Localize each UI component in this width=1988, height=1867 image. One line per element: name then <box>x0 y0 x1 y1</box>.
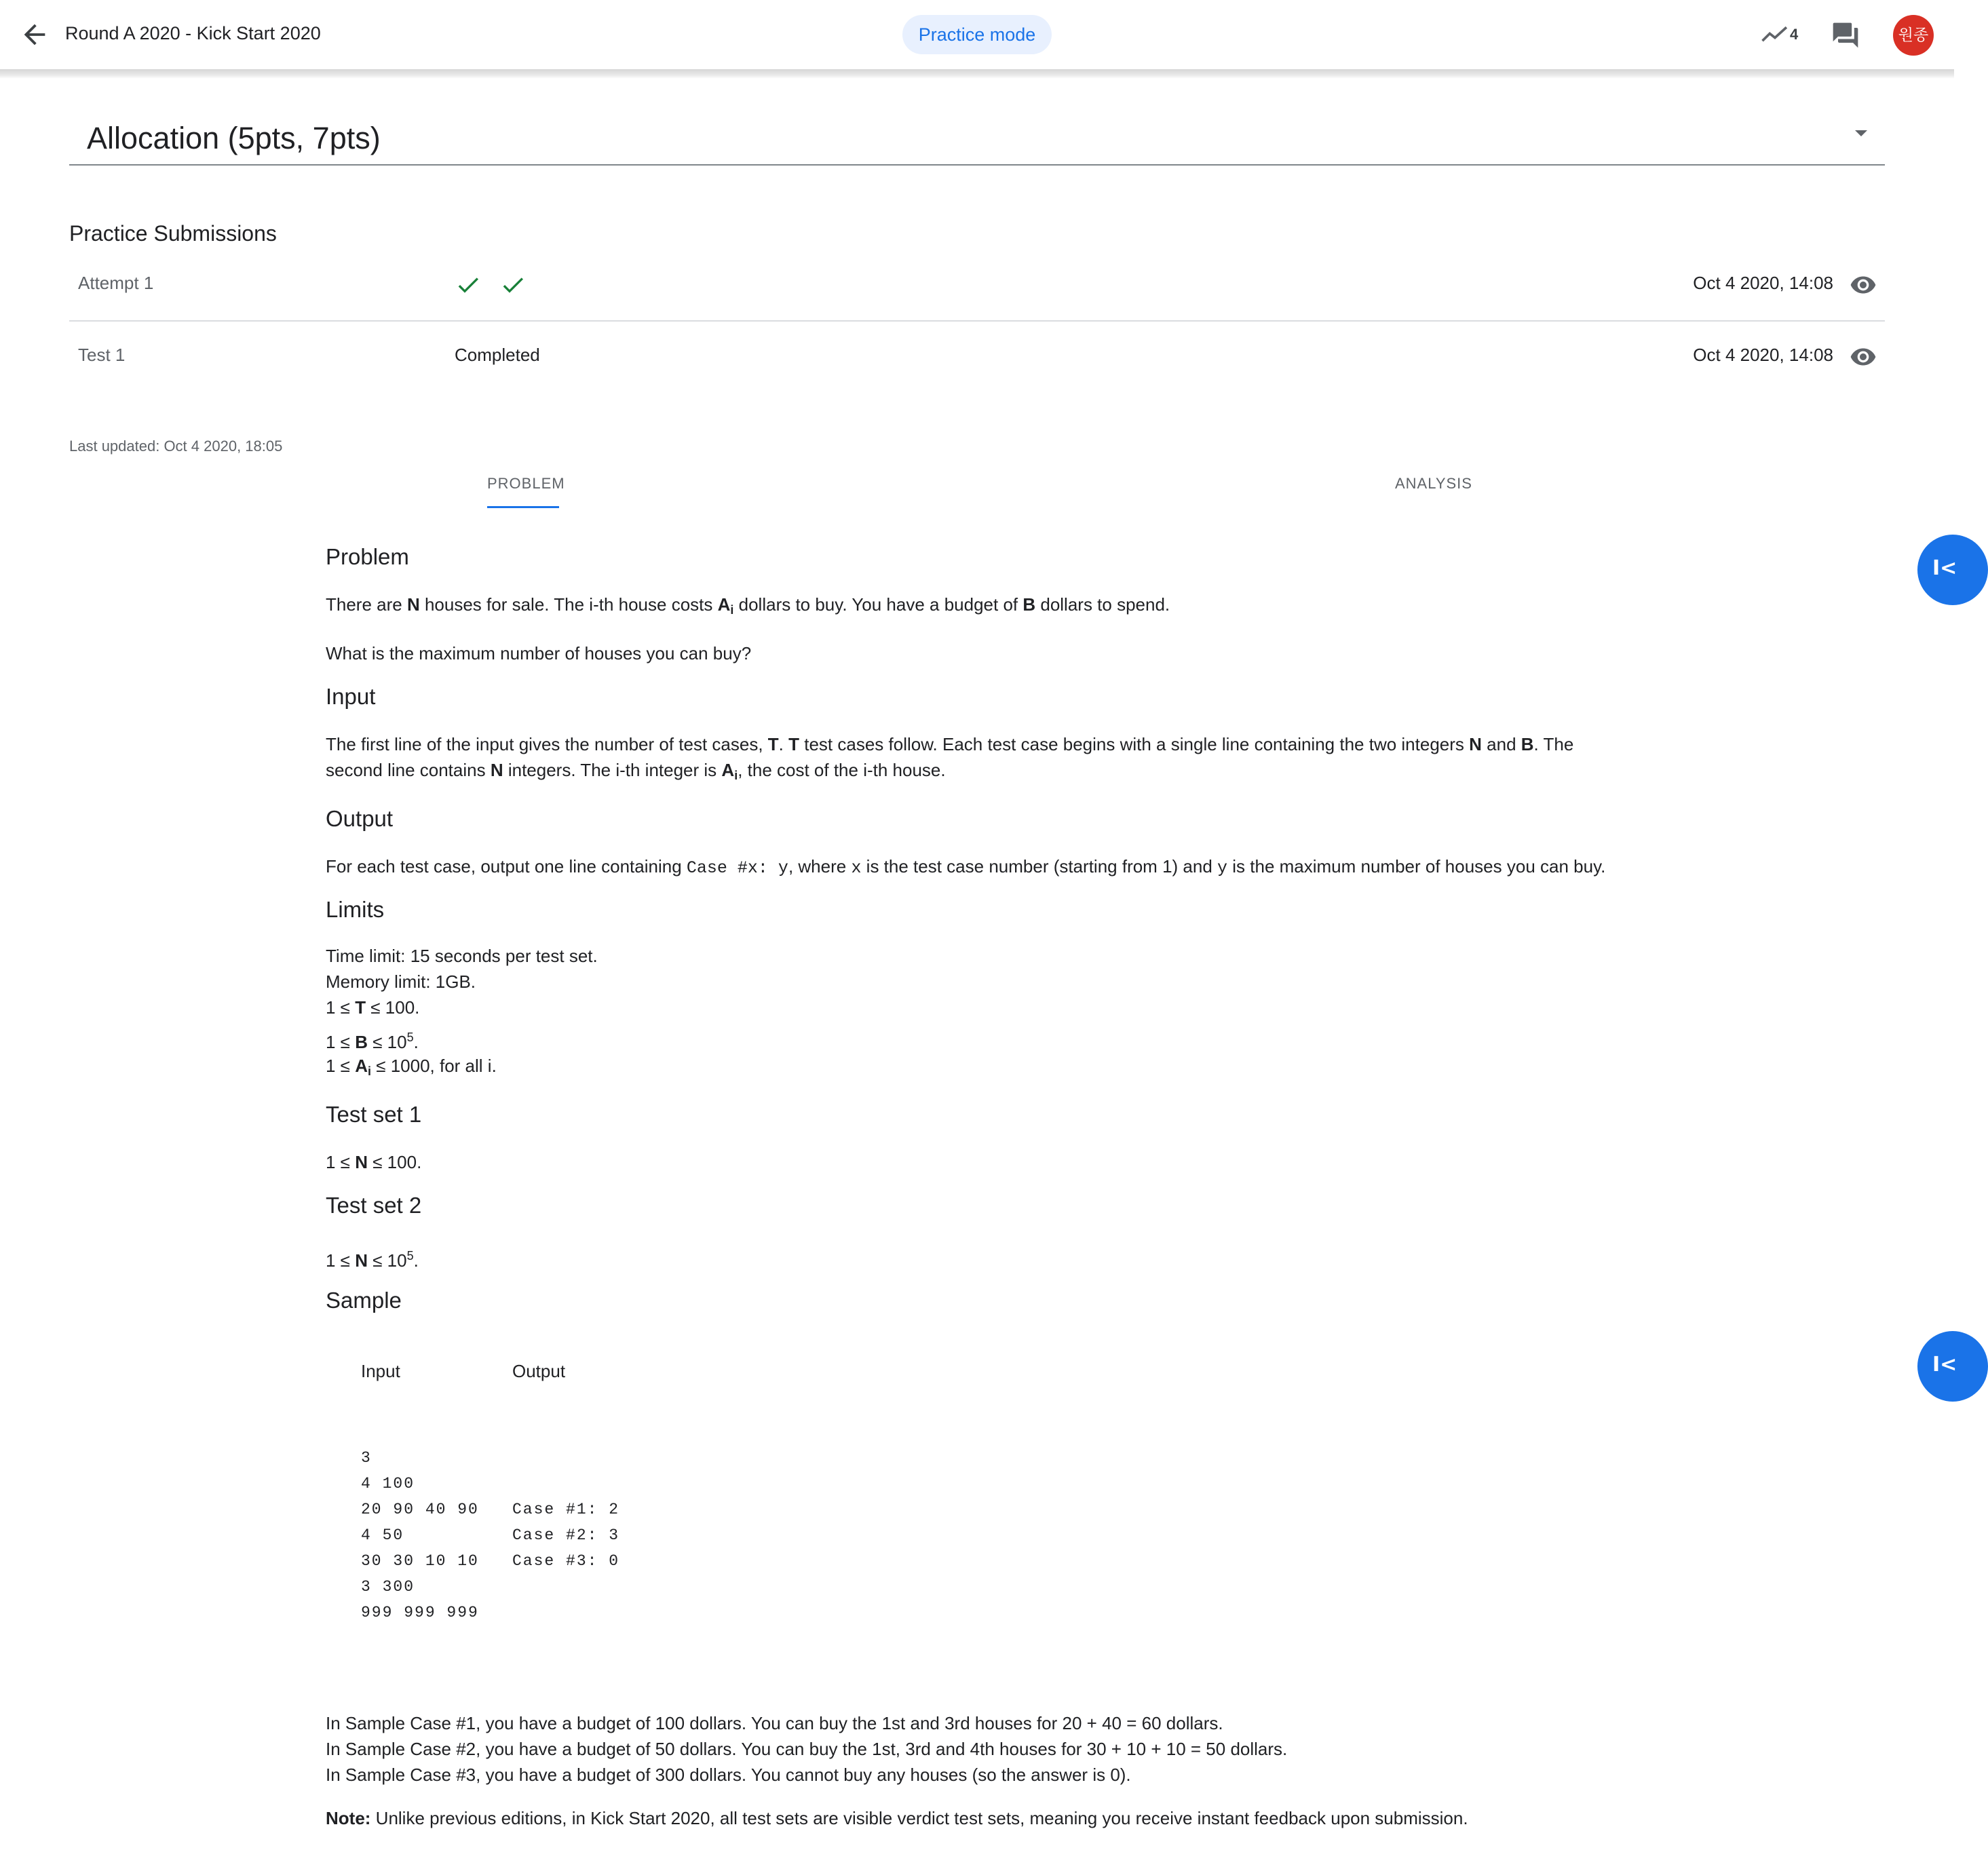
submission-row <box>69 250 1885 322</box>
limit-t: 1 ≤ T ≤ 100. <box>326 997 420 1018</box>
problem-select-value: Allocation (5pts, 7pts) <box>87 121 381 155</box>
output-description: For each test case, output one line containing Case #x: y, where x is the test case number (starting from 1) and y is the maximum number of houses you can buy. <box>326 856 1606 878</box>
verdicts <box>455 271 527 299</box>
sample-heading: Sample <box>326 1288 402 1313</box>
sample-explanation-2: In Sample Case #2, you have a budget of 50 dollars. You can buy the 1st, 3rd and 4th houses for 30 + 10 + 10 = 50 dollars. <box>326 1739 1288 1759</box>
submission-status: Completed <box>455 345 540 365</box>
collapse-panel-button[interactable] <box>1917 1331 1988 1402</box>
submission-time: Oct 4 2020, 14:08 <box>1693 345 1833 365</box>
trending-icon <box>1761 24 1789 45</box>
submissions-heading: Practice Submissions <box>69 221 277 246</box>
testset1-heading: Test set 1 <box>326 1102 422 1127</box>
submission-time: Oct 4 2020, 14:08 <box>1693 273 1833 293</box>
tab-analysis[interactable]: ANALYSIS <box>1395 475 1472 492</box>
testset1-limit: 1 ≤ N ≤ 100. <box>326 1152 422 1172</box>
problem-question: What is the maximum number of houses you can buy? <box>326 643 752 663</box>
scoreboard-count: 4 <box>1790 26 1799 43</box>
input-description-line2: second line contains N integers. The i-th integer is $A_i$, the cost of the i-th house. <box>326 760 946 782</box>
sample-explanation-1: In Sample Case #1, you have a budget of 100 dollars. You can buy the 1st and 3rd houses for 20 + 40 = 60 dollars. <box>326 1713 1223 1733</box>
limit-a: $1 \le A_i \le 1000$, for all i. <box>326 1056 497 1078</box>
dropdown-caret-icon <box>1855 130 1867 136</box>
problem-select[interactable] <box>69 109 1885 166</box>
collapse-left-icon: I< <box>1932 1353 1957 1377</box>
note: Note: Unlike previous editions, in Kick Start 2020, all test sets are visible verdict test sets, meaning you receive instant feedback upon submission. <box>326 1808 1468 1828</box>
collapse-panel-button[interactable] <box>1917 535 1988 605</box>
avatar[interactable]: 원종 <box>1893 15 1934 56</box>
practice-mode-chip[interactable]: Practice mode <box>902 15 1052 54</box>
scoreboard-button[interactable] <box>1761 22 1798 47</box>
limit-b: $1 \le B \le 10^5$. <box>326 1031 419 1052</box>
input-description-line1: The first line of the input gives the number of test cases, T. T test cases follow. Each test case begins with a single line containing the two integers N and B. The <box>326 734 1574 754</box>
view-eye-icon[interactable] <box>1850 271 1877 299</box>
limit-time: Time limit: 15 seconds per test set. <box>326 946 598 966</box>
problem-heading: Problem <box>326 544 409 569</box>
output-heading: Output <box>326 806 394 831</box>
top-bar-shadow <box>0 69 1954 79</box>
last-updated: Last updated: Oct 4 2020, 18:05 <box>69 438 283 455</box>
check-icon <box>455 271 482 299</box>
testset2-limit: $1 \le N \le 10^5$. <box>326 1249 419 1271</box>
back-arrow-icon[interactable] <box>19 19 50 50</box>
view-eye-icon[interactable] <box>1850 343 1877 370</box>
problem-description: There are N houses for sale. The i-th house costs $A_i$ dollars to buy. You have a budget of B dollars to spend. <box>326 594 1170 617</box>
top-app-bar <box>0 0 1954 69</box>
chat-icon[interactable] <box>1831 20 1860 50</box>
page-title: Round A 2020 - Kick Start 2020 <box>65 23 321 43</box>
testset2-heading: Test set 2 <box>326 1193 422 1218</box>
sample-output-label: Output <box>512 1361 566 1381</box>
submission-name: Test 1 <box>78 345 126 365</box>
collapse-left-icon: I< <box>1932 556 1957 580</box>
active-tab-indicator <box>487 506 559 508</box>
sample-input-code: 3 4 100 20 90 40 90 4 50 30 30 10 10 3 300 999 999 999 <box>361 1449 479 1621</box>
sample-output-code: Case #1: 2 Case #2: 3 Case #3: 0 <box>512 1501 620 1570</box>
tab-problem[interactable]: PROBLEM <box>487 475 565 492</box>
input-heading: Input <box>326 684 376 709</box>
sample-explanation-3: In Sample Case #3, you have a budget of 300 dollars. You cannot buy any houses (so the answer is 0). <box>326 1765 1131 1785</box>
sample-input-label: Input <box>361 1361 400 1381</box>
check-icon <box>499 271 527 299</box>
submission-name: Attempt 1 <box>78 273 154 293</box>
limit-memory: Memory limit: 1GB. <box>326 971 476 992</box>
limits-heading: Limits <box>326 897 385 922</box>
submission-row <box>69 322 1885 392</box>
